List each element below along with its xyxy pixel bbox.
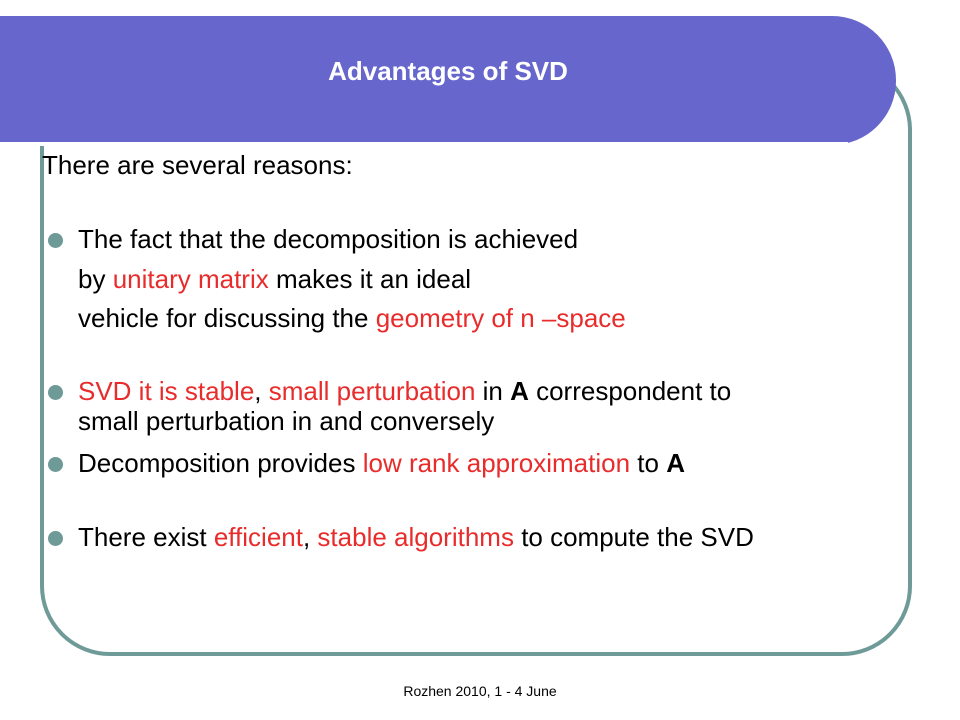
bullet-1-line-2: by unitary matrix makes it an ideal bbox=[78, 264, 472, 294]
bullet-3-line-1: Decomposition provides low rank approximation to A bbox=[78, 448, 685, 478]
intro-text: There are several reasons: bbox=[42, 150, 353, 180]
bullet-2-line-2: small perturbation in and conversely bbox=[78, 406, 495, 436]
bullet-1-line-1: The fact that the decomposition is achieved bbox=[78, 224, 579, 254]
title-underline bbox=[0, 142, 848, 146]
bullet-4-line-1: There exist efficient, stable algorithms to compute the SVD bbox=[78, 522, 754, 552]
bullet-dot bbox=[48, 233, 63, 248]
bullet-dot bbox=[48, 385, 63, 400]
slide-title: Advantages of SVD bbox=[328, 56, 568, 86]
bullet-dot bbox=[48, 457, 63, 472]
bullet-dot bbox=[48, 531, 63, 546]
slide-footer: Rozhen 2010, 1 - 4 June bbox=[403, 683, 557, 699]
bullet-1-line-3: vehicle for discussing the geometry of n –space bbox=[78, 303, 626, 333]
bullet-2-line-1: SVD it is stable, small perturbation in A correspondent to bbox=[78, 376, 732, 406]
